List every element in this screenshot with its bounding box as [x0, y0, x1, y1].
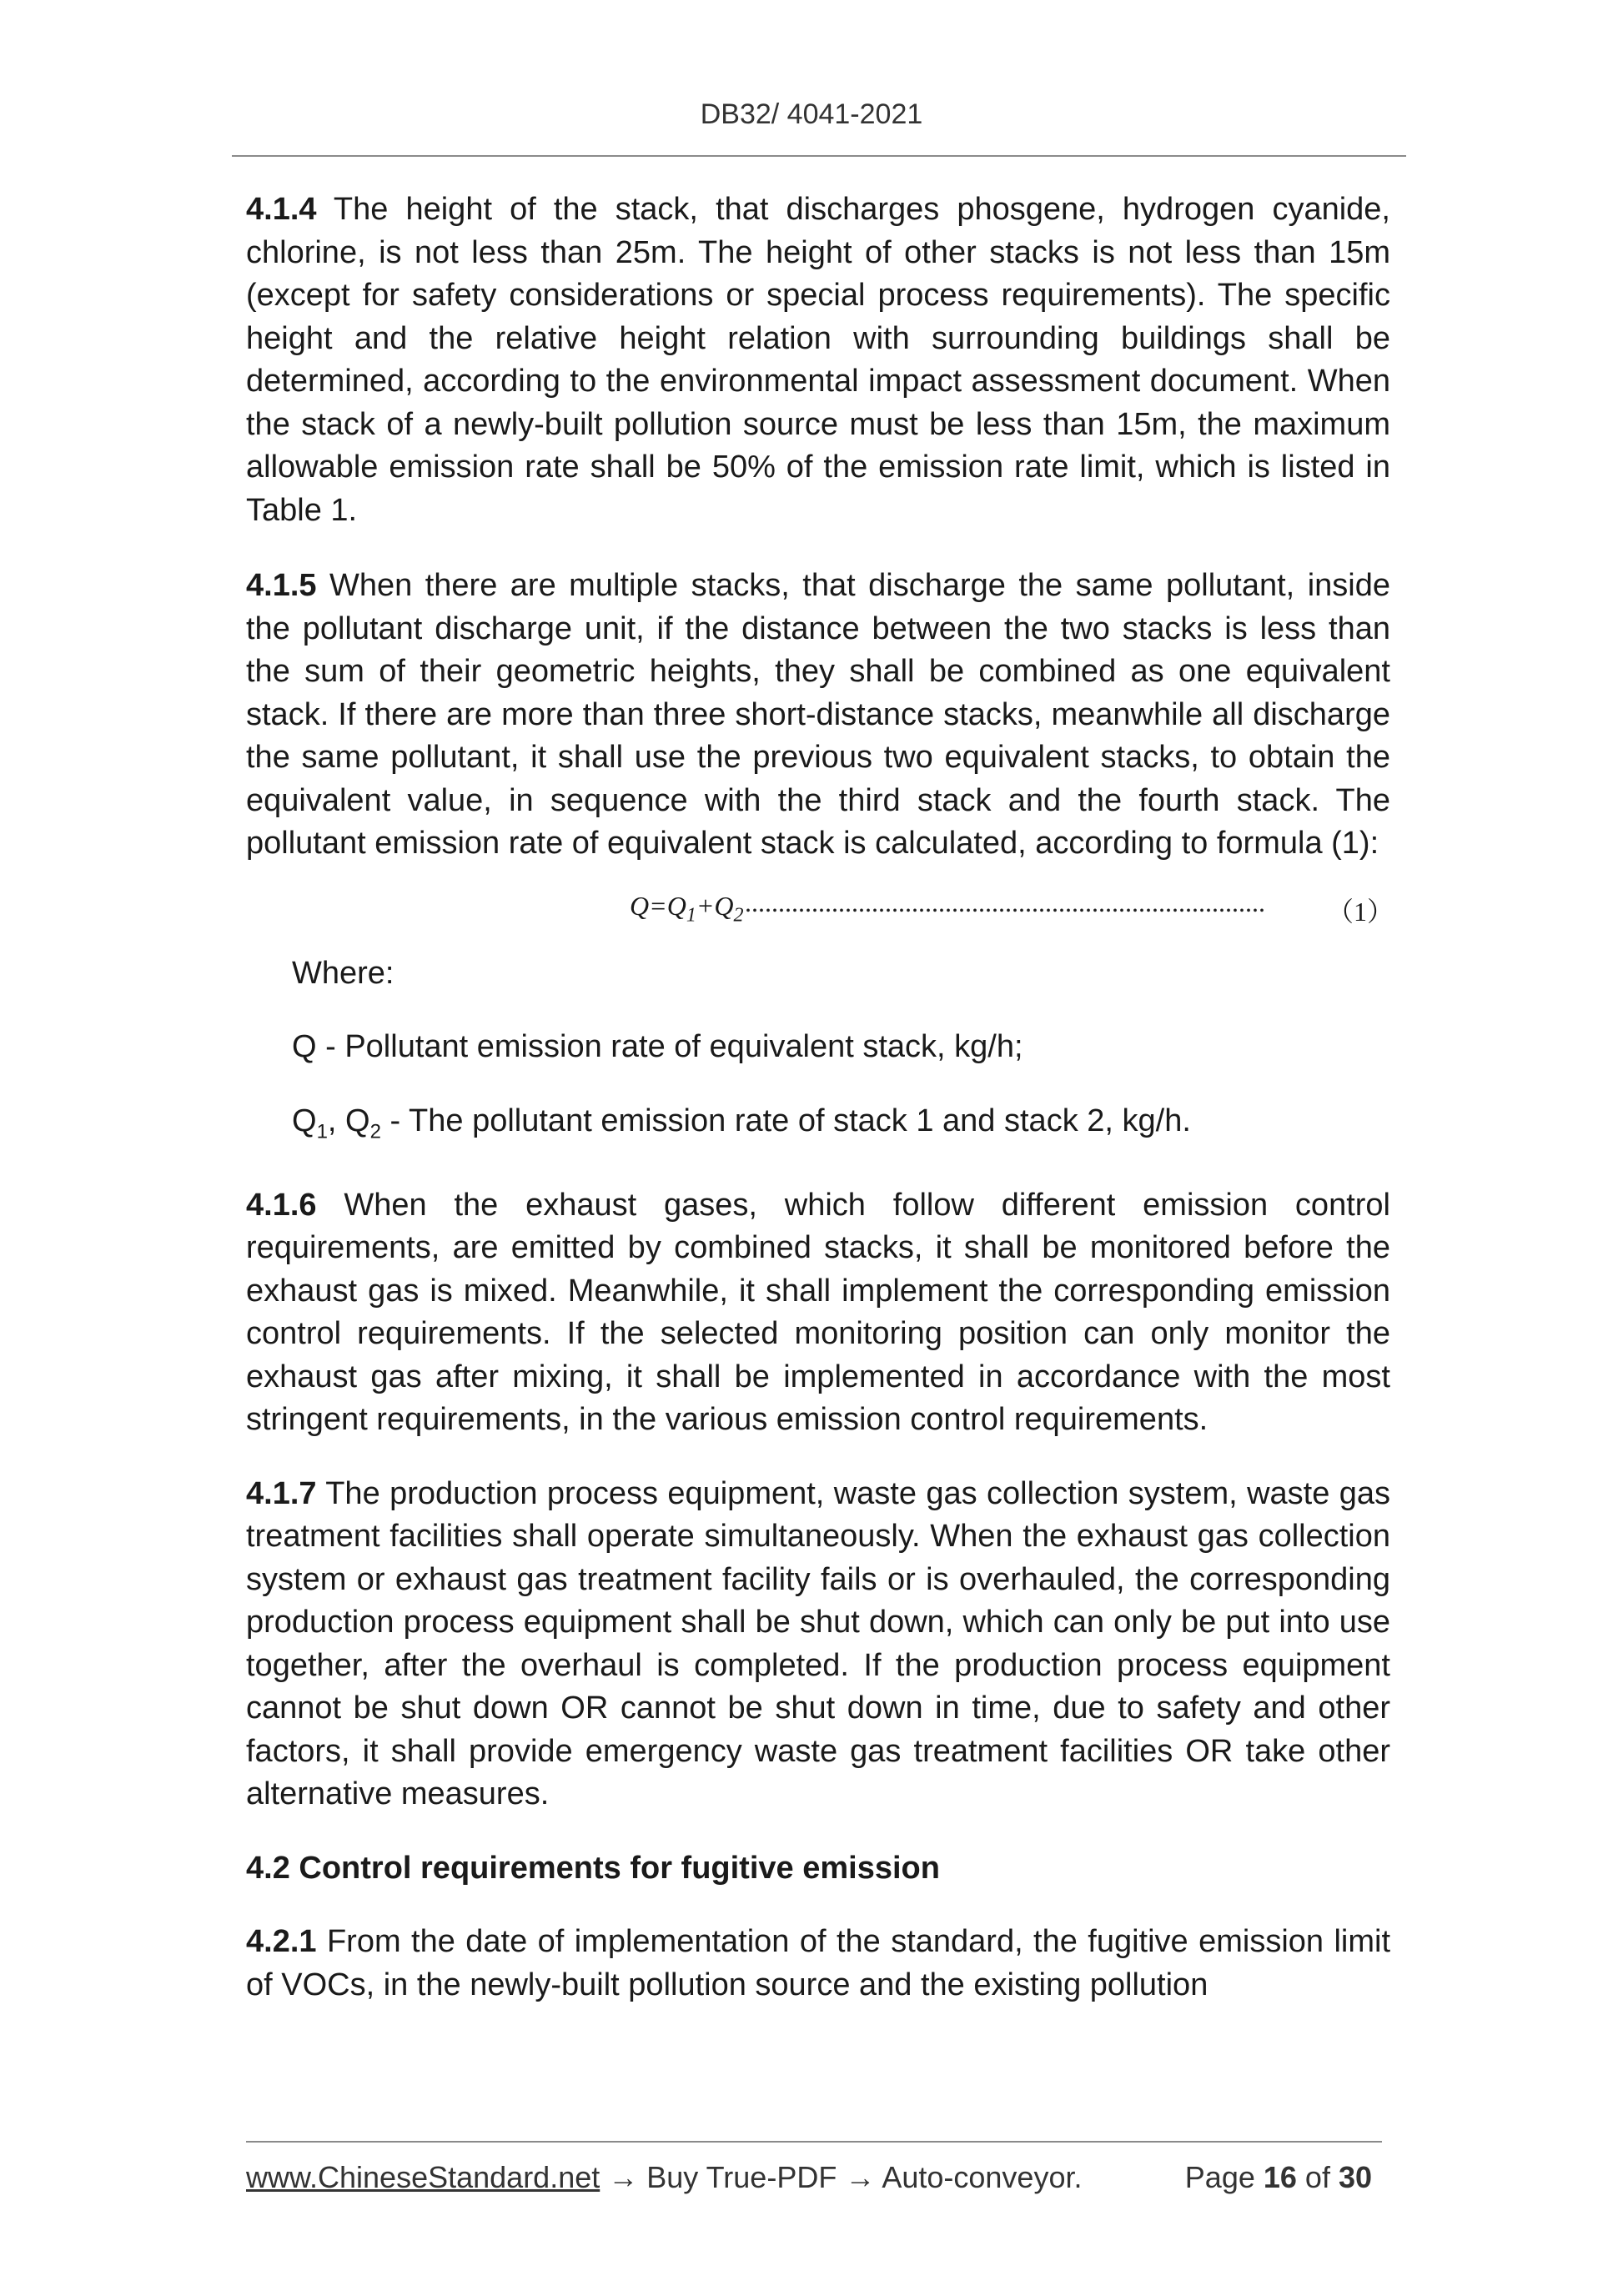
current-page: 16	[1263, 2160, 1297, 2194]
clause-text: When the exhaust gases, which follow different emission control requirements, are emitted by combined stacks, it shall be monitored before the exhaust gas is mixed. Meanwhile, it shall implement the corresponding emission control requirements. If the selected monitoring position can only monitor the exhaust gas after mixing, it shall be implemented in accordance with the most stringent requirements, in the various emission control requirements.	[246, 1187, 1390, 1438]
footer-divider	[246, 2141, 1382, 2143]
website-link[interactable]: www.ChineseStandard.net	[246, 2160, 600, 2194]
section-heading-4-2: 4.2 Control requirements for fugitive emission	[246, 1850, 940, 1886]
where-label: Where:	[292, 955, 394, 991]
q1-q2-definition: $Q_1$, $Q_2$ - The pollutant emission rate of stack 1 and stack 2, kg/h.	[292, 1103, 1191, 1143]
clause-number: 4.1.5	[246, 568, 317, 603]
clause-number: 4.1.6	[246, 1187, 317, 1223]
formula-leader-dots: ..............................................................................	[745, 887, 1265, 917]
clause-text: From the date of implementation of the standard, the fugitive emission limit of VOCs, in the newly-built pollution source and the existing pollution	[246, 1924, 1390, 2002]
clause-4-1-7	[246, 1473, 1390, 1816]
clause-number: 4.2.1	[246, 1924, 317, 1960]
formula-expression: $Q=Q_1+Q_2$	[630, 890, 744, 926]
clause-text: The production process equipment, waste gas collection system, waste gas treatment facilities shall operate simultaneously. When the exhaust gas collection system or exhaust gas treatment facility fails or is overhauled, the corresponding production process equipment shall be shut down, which can only be put into use together, after the overhaul is completed. If the production process equipment cannot be shut down OR cannot be shut down in time, due to safety and other factors, it shall provide emergency waste gas treatment facilities OR take other alternative measures.	[246, 1475, 1390, 1812]
header-divider	[232, 155, 1406, 157]
clause-4-2-1	[246, 1921, 1390, 2007]
clause-text: The height of the stack, that discharges phosgene, hydrogen cyanide, chlorine, is not less than 25m. The height of other stacks is not less than 15m (except for safety considerations or special process requirements). The specific height and the relative height relation with surrounding buildings shall be determined, according to the environmental impact assessment document. When the stack of a newly-built pollution source must be less than 15m, the maximum allowable emission rate shall be 50% of the emission rate limit, which is listed in Table 1.	[246, 192, 1390, 528]
clause-4-1-5	[246, 565, 1390, 866]
clause-number: 4.1.4	[246, 192, 317, 227]
clause-4-1-6	[246, 1184, 1390, 1442]
page-indicator: Page 16 of 30	[1184, 2160, 1372, 2194]
document-code-header: DB32/ 4041-2021	[700, 98, 923, 130]
formula-1	[246, 887, 1394, 937]
footer-promo-text: → Buy True-PDF → Auto-conveyor.	[600, 2160, 1083, 2194]
page-footer	[246, 2160, 1382, 2195]
clause-4-1-4	[246, 188, 1390, 532]
page-body	[246, 188, 1394, 2037]
q-definition: Q - Pollutant emission rate of equivalent stack, kg/h;	[292, 1029, 1023, 1064]
formula-number: （1）	[1327, 896, 1394, 927]
clause-number: 4.1.7	[246, 1475, 317, 1511]
clause-text: When there are multiple stacks, that discharge the same pollutant, inside the pollutant discharge unit, if the distance between the two stacks is less than the sum of their geometric heights, they shall be combined as one equivalent stack. If there are more than three short-distance stacks, meanwhile all discharge the same pollutant, it shall use the previous two equivalent stacks, to obtain the equivalent value, in sequence with the third stack and the fourth stack. The pollutant emission rate of equivalent stack is calculated, according to formula (1):	[246, 568, 1390, 861]
total-pages: 30	[1338, 2160, 1372, 2194]
